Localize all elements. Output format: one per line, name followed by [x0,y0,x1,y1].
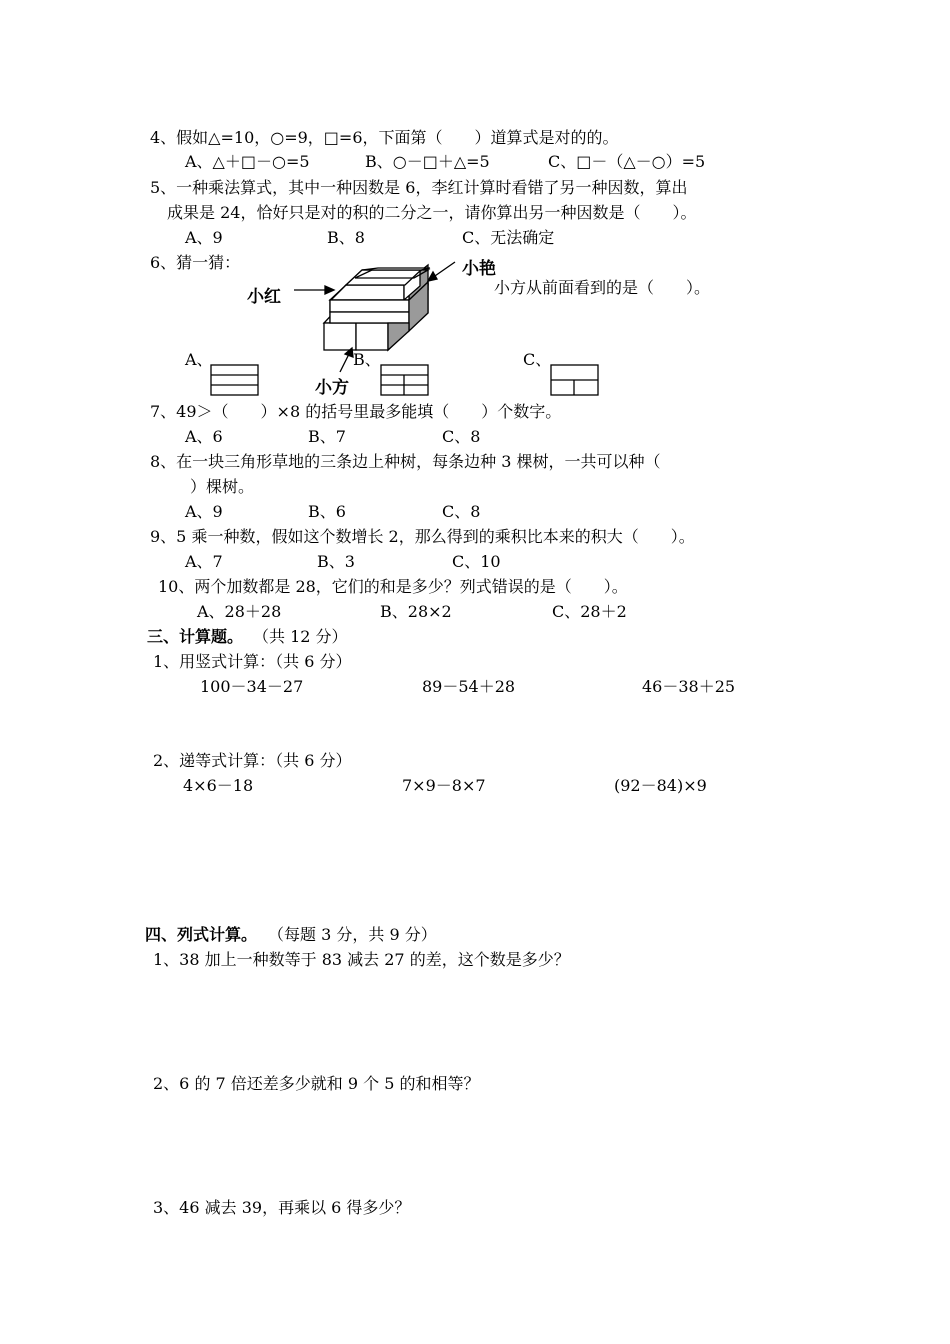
q7-stem: 7、49＞（ ）×8 的括号里最多能填（ ）个数字。 [150,402,562,421]
section4-score: （每题 3 分，共 9 分） [268,925,437,944]
q5-option-c: C、无法确定 [462,228,555,247]
calc-item: (92－84)×9 [614,776,707,795]
label-xiaofang: 小方 [315,378,349,398]
q10-stem: 10、两个加数都是 28，它们的和是多少？列式错误的是（ ）。 [158,577,628,596]
calc-item: 89－54＋28 [422,677,516,696]
q8-stem-line1: 8、在一块三角形草地的三条边上种树，每条边种 3 棵树，一共可以种（ [150,452,661,471]
q4-option-b: B、○－□＋△=5 [365,152,490,171]
calc-item: 100－34－27 [200,677,304,696]
q9-option-a: A、7 [185,552,223,571]
calc-item: 7×9－8×7 [402,776,486,795]
section3-part1: 1、用竖式计算：（共 6 分） [153,652,352,671]
q4-option-c: C、□－（△－○）=5 [548,152,706,171]
q8-option-a: A、9 [185,502,223,521]
q9-option-c: C、10 [452,552,501,571]
q4-option-a: A、△＋□－○=5 [185,152,310,171]
q10-option-b: B、28×2 [380,602,452,621]
label-xiaohong: 小红 [247,287,281,307]
q5-stem-line2: 成果是 24，恰好只是对的积的二分之一，请你算出另一种因数是（ ）。 [167,203,697,222]
q7-option-b: B、7 [308,427,346,446]
section4-q1: 1、38 加上一种数等于 83 减去 27 的差，这个数是多少？ [153,950,570,969]
q7-option-a: A、6 [185,427,223,446]
section3-title: 三、计算题。 [147,627,244,646]
q8-option-c: C、8 [442,502,481,521]
q8-option-b: B、6 [308,502,346,521]
section4-title: 四、列式计算。 [145,925,258,944]
section3-score: （共 12 分） [253,627,348,646]
q8-stem-line2: ）棵树。 [190,477,255,496]
q5-stem-line1: 5、一种乘法算式，其中一种因数是 6，李红计算时看错了另一种因数，算出 [150,178,688,197]
q9-stem: 9、5 乘一种数，假如这个数增长 2，那么得到的乘积比本来的积大（ ）。 [150,527,695,546]
section4-q2: 2、6 的 7 倍还差多少就和 9 个 5 的和相等？ [153,1074,480,1093]
section4-q3: 3、46 减去 39，再乘以 6 得多少？ [153,1198,411,1217]
section3-part2: 2、递等式计算：（共 6 分） [153,751,352,770]
label-xiaoyan: 小艳 [462,259,496,279]
q5-option-b: B、8 [327,228,365,247]
q10-option-a: A、28＋28 [197,602,282,621]
option-figures [0,0,950,400]
calc-item: 4×6－18 [183,776,254,795]
q9-option-b: B、3 [317,552,355,571]
q10-option-c: C、28＋2 [552,602,627,621]
calc-item: 46－38＋25 [642,677,736,696]
q6-option-a: A、 [185,350,213,369]
q6-stem: 6、猜一猜： [150,253,241,272]
q7-option-c: C、8 [442,427,481,446]
q6-option-c: C、 [523,350,552,369]
q6-question: 小方从前面看到的是（ ）。 [494,278,711,297]
q6-option-b: B、 [353,350,381,369]
q4-stem: 4、假如△=10，○=9，□=6，下面第（ ）道算式是对的的。 [150,128,619,147]
q5-option-a: A、9 [185,228,223,247]
